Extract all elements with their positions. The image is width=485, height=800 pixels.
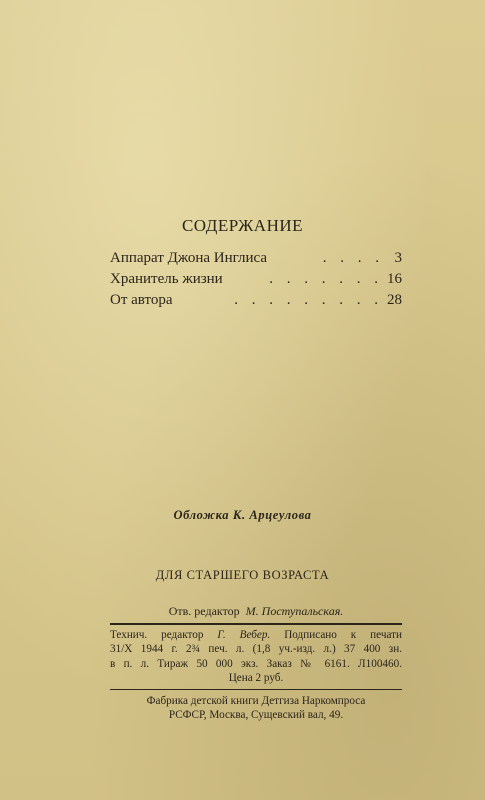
tech-line-2: 31/X 1944 г. 2¾ печ. л. (1,8 уч.-изд. л.) 37 400 зн. (110, 643, 402, 655)
toc-entry (110, 292, 402, 313)
editor-label: Отв. редактор (168, 604, 240, 618)
toc-entry (110, 271, 402, 292)
toc-leader-dots: . . . . . . . (269, 271, 383, 287)
divider (110, 623, 402, 625)
signed-to-print-label: Подписано к печати (284, 628, 403, 641)
toc-entry-page: 3 (394, 250, 402, 266)
toc-leader-dots: . . . . (322, 250, 384, 266)
tech-line-1 (110, 628, 402, 643)
divider (110, 689, 402, 690)
age-group-label: ДЛЯ СТАРШЕГО ВОЗРАСТА (155, 568, 330, 582)
publisher-line-1: Фабрика детской книги Детгиза Наркомпроса (146, 694, 366, 707)
imprint-block (110, 604, 402, 723)
price: Цена 2 руб. (228, 672, 284, 684)
toc-leader-dots: . . . . . . . . . (234, 292, 383, 308)
toc-entry (110, 250, 402, 271)
publisher-line-2: РСФСР, Москва, Сущевский вал, 49. (168, 709, 344, 721)
toc-entry-title: Аппарат Джона Инглиса (110, 250, 268, 266)
contents-title: СОДЕРЖАНИЕ (181, 216, 304, 235)
editor-line (110, 604, 402, 622)
tech-editor-label: Технич. редактор (110, 628, 204, 641)
cover-artist-credit: Обложка К. Арцеулова (173, 508, 312, 522)
table-of-contents (110, 250, 402, 313)
toc-entry-page: 28 (387, 292, 402, 308)
toc-entry-title: От автора (110, 292, 173, 308)
toc-entry-title: Хранитель жизни (110, 271, 223, 287)
publisher-info (110, 694, 402, 723)
tech-line-3: в п. л. Тираж 50 000 экз. Заказ № 6161. Л100460. (110, 657, 402, 670)
toc-entry-page: 16 (387, 271, 402, 287)
editor-name: М. Поступальская. (245, 604, 344, 618)
technical-details (110, 628, 402, 686)
tech-editor-name: Г. Вебер. (217, 628, 271, 641)
